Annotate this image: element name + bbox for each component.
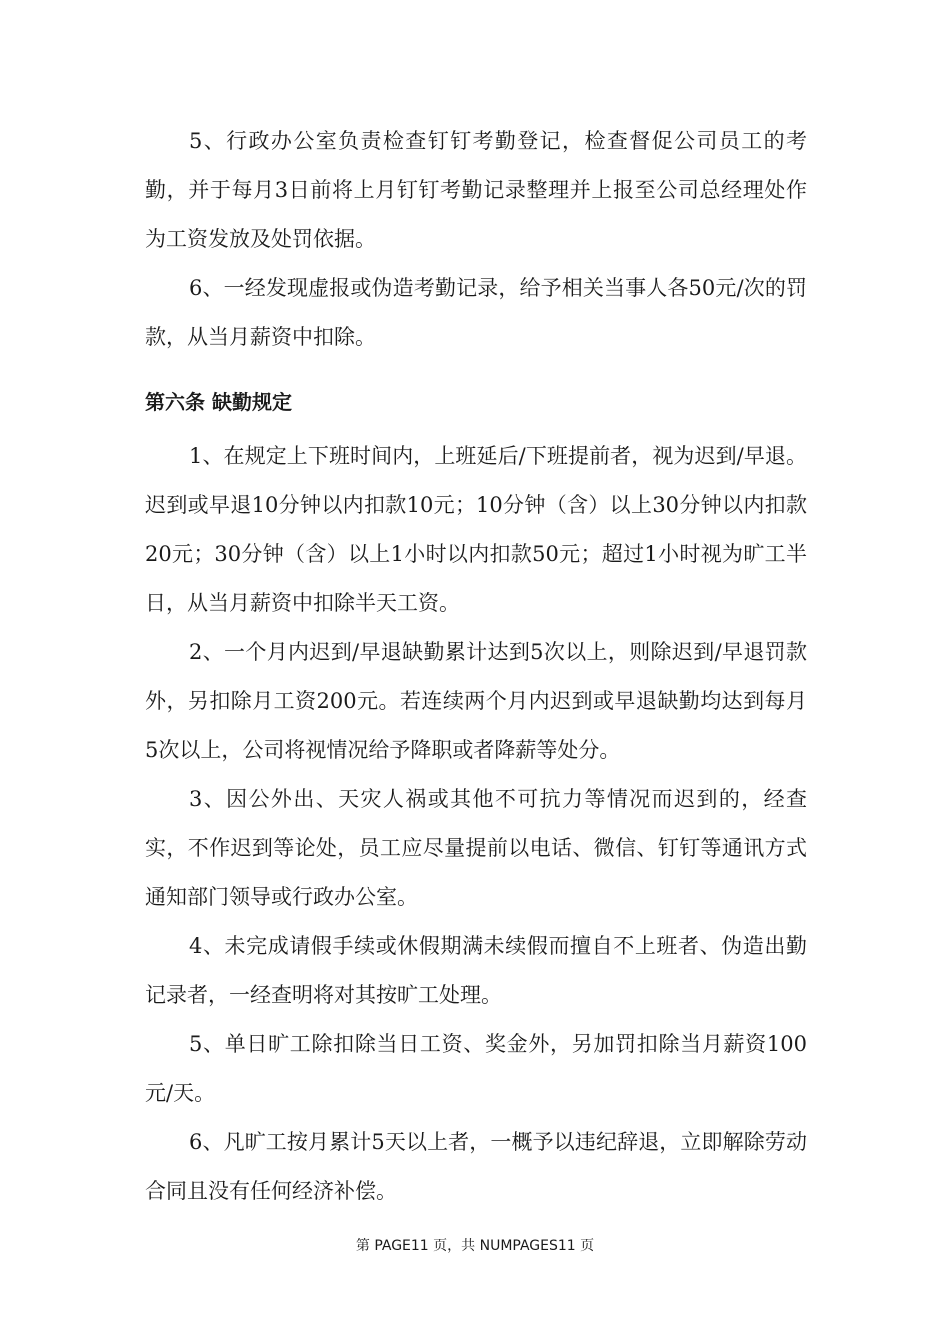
- paragraph-1-late-early: 1、在规定上下班时间内，上班延后/下班提前者，视为迟到/早退。迟到或早退10分钟以内扣款10元；10分钟（含）以上30分钟以内扣款20元；30分钟（含）以上1小时以内扣款50元；超过1小时视为旷工半日，从当月薪资中扣除半天工资。: [145, 444, 807, 615]
- footer-suffix: 页: [575, 1238, 595, 1254]
- section-heading-article-6: 第六条 缺勤规定: [145, 390, 292, 414]
- footer-prefix: 第: [355, 1238, 375, 1254]
- document-body: [145, 117, 807, 1216]
- paragraph-6-false-records: 6、一经发现虚报或伪造考勤记录，给予相关当事人各50元/次的罚款，从当月薪资中扣除。: [145, 276, 807, 349]
- footer-page-field: PAGE11: [374, 1238, 429, 1254]
- paragraph-4-unauthorized-absence: 4、未完成请假手续或休假期满未续假而擅自不上班者、伪造出勤记录者，一经查明将对其按旷工处理。: [145, 934, 807, 1007]
- paragraph-5-attendance-check: 5、行政办公室负责检查钉钉考勤登记，检查督促公司员工的考勤，并于每月3日前将上月钉钉考勤记录整理并上报至公司总经理处作为工资发放及处罚依据。: [145, 129, 807, 251]
- paragraph-6-dismissal: 6、凡旷工按月累计5天以上者，一概予以违纪辞退，立即解除劳动合同且没有任何经济补偿。: [145, 1130, 807, 1203]
- footer-numpages-field: NUMPAGES11: [479, 1238, 576, 1254]
- paragraph-3-force-majeure: 3、因公外出、天灾人祸或其他不可抗力等情况而迟到的，经查实，不作迟到等论处，员工应尽量提前以电话、微信、钉钉等通讯方式通知部门领导或行政办公室。: [145, 787, 807, 909]
- page-footer: [0, 1236, 950, 1256]
- footer-middle: 页，共: [428, 1238, 480, 1254]
- paragraph-2-monthly-absence: 2、一个月内迟到/早退缺勤累计达到5次以上，则除迟到/早退罚款外，另扣除月工资200元。若连续两个月内迟到或早退缺勤均达到每月5次以上，公司将视情况给予降职或者降薪等处分。: [145, 640, 807, 762]
- paragraph-5-daily-absence: 5、单日旷工除扣除当日工资、奖金外，另加罚扣除当月薪资100元/天。: [145, 1032, 807, 1105]
